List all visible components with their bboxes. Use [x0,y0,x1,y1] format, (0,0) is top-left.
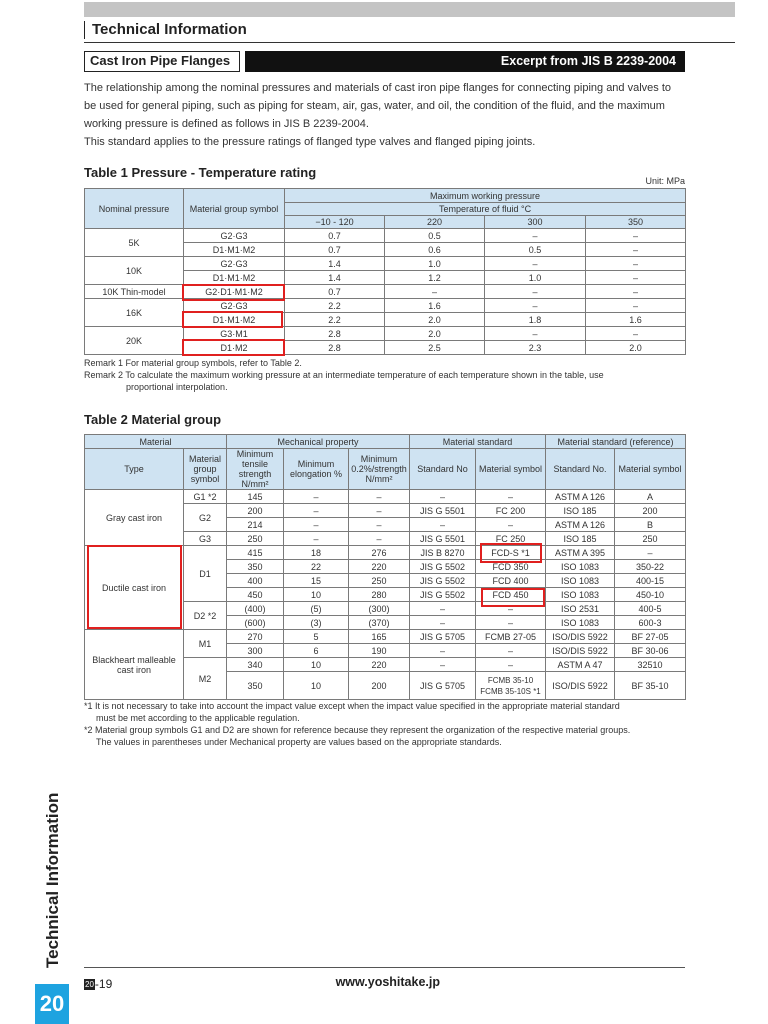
website-link[interactable]: www.yoshitake.jp [335,975,440,989]
cell: – [410,616,476,630]
cell: 600-3 [615,616,686,630]
col-header: Mechanical property [227,435,410,449]
cell: 1.4 [285,271,385,285]
cell: 2.8 [285,341,385,355]
nominal-pressure: 10K [85,257,184,285]
group-symbol: M1 [184,630,227,658]
cell: JIS G 5502 [410,588,476,602]
group-symbol: D2 *2 [184,602,227,630]
material-type: Gray cast iron [85,490,184,546]
cell: ISO/DIS 5922 [546,630,615,644]
cell: – [349,518,410,532]
cell: 0.5 [485,243,586,257]
cell: ISO 1083 [546,574,615,588]
excerpt-banner: Excerpt from JIS B 2239-2004 [245,51,685,72]
col-header: 220 [385,216,485,229]
cell: ISO/DIS 5922 [546,672,615,700]
col-header: Material standard [410,435,546,449]
page-suffix: -19 [94,977,113,991]
cell: 280 [349,588,410,602]
group-symbol: G2·G3 [184,257,285,271]
cell: – [410,644,476,658]
chapter-badge: 20 [35,984,69,1024]
cell: 10 [284,588,349,602]
cell: 1.0 [485,271,586,285]
footer-divider [84,967,685,968]
side-section-label: Technical Information [43,792,62,968]
cell: B [615,518,686,532]
cell: BF 27-05 [615,630,686,644]
group-symbol: D1·M1·M2 [184,243,285,257]
remark: Remark 2 To calculate the maximum working pressure at an intermediate temperature of each temperature shown in the table, use [84,370,604,380]
table-row [85,546,686,560]
cell: ASTM A 126 [546,490,615,504]
cell: – [485,285,586,299]
cell: 415 [227,546,284,560]
col-header: Material symbol [476,449,546,490]
table1-title: Table 1 Pressure - Temperature rating [84,165,317,180]
cell: JIS G 5501 [410,532,476,546]
group-symbol: G2·D1·M1·M2 [184,285,285,299]
cell: JIS B 8270 [410,546,476,560]
cell: ISO 1083 [546,560,615,574]
group-symbol: G3 [184,532,227,546]
cell: FC 200 [476,504,546,518]
group-symbol: G2 [184,504,227,532]
table-row [85,299,686,313]
cell: 10 [284,672,349,700]
col-header: Material group symbol [184,189,285,229]
cell: – [586,229,686,243]
cell: – [410,602,476,616]
cell: 200 [615,504,686,518]
cell: 0.7 [285,243,385,257]
material-group-table [84,434,686,700]
cell: 165 [349,630,410,644]
cell: FCMB 27-05 [476,630,546,644]
col-header: Standard No. [546,449,615,490]
cell: – [485,229,586,243]
col-header: Minimum 0.2%/strength N/mm² [349,449,410,490]
cell: 250 [227,532,284,546]
group-symbol: D1 [184,546,227,602]
table2-footnotes [84,700,684,748]
cell: ISO 185 [546,532,615,546]
cell: – [476,490,546,504]
cell: 400-5 [615,602,686,616]
cell: 1.6 [586,313,686,327]
cell: 200 [227,504,284,518]
cell: – [586,327,686,341]
group-symbol: D1·M2 [184,341,285,355]
cell: (5) [284,602,349,616]
cell: 250 [349,574,410,588]
material-type: Blackheart malleable cast iron [85,630,184,700]
topic-label: Cast Iron Pipe Flanges [84,51,240,72]
cell: FCD 400 [476,574,546,588]
cell: A [615,490,686,504]
table2-title: Table 2 Material group [84,412,222,427]
cell: – [586,257,686,271]
cell: 350 [227,560,284,574]
col-header: Material [85,435,227,449]
cell: 220 [349,658,410,672]
cell: – [485,327,586,341]
table1-remarks [84,357,684,393]
cell: – [349,504,410,518]
cell: – [284,518,349,532]
cell: 6 [284,644,349,658]
cell: 350 [227,672,284,700]
cell: 2.2 [285,313,385,327]
cell: JIS G 5502 [410,574,476,588]
cell: 1.8 [485,313,586,327]
cell: JIS G 5705 [410,630,476,644]
group-symbol: D1·M1·M2 [184,313,285,327]
section-title: Technical Information [84,21,247,39]
cell: – [586,271,686,285]
nominal-pressure: 5K [85,229,184,257]
col-header: 350 [586,216,686,229]
cell: ISO 1083 [546,616,615,630]
cell: 1.2 [385,271,485,285]
cell: 0.7 [285,229,385,243]
cell: 5 [284,630,349,644]
intro-paragraph: This standard applies to the pressure ratings of flanged type valves and flanged piping joints. [84,136,536,148]
cell: 250 [615,532,686,546]
cell: – [410,658,476,672]
col-header: Nominal pressure [85,189,184,229]
cell: (3) [284,616,349,630]
cell: – [476,616,546,630]
cell: – [349,532,410,546]
cell: – [586,243,686,257]
footnote: The values in parentheses under Mechanical property are values based on the appropriate standards. [96,737,502,747]
cell: – [485,257,586,271]
cell: JIS G 5502 [410,560,476,574]
footnote: *1 It is not necessary to take into account the impact value except when the impact value specified in the appropriate material standard [84,701,620,711]
cell: – [476,658,546,672]
col-header: Maximum working pressure [285,189,686,203]
remark: proportional interpolation. [126,382,228,392]
intro-text [84,79,684,151]
nominal-pressure: 10K Thin-model [85,285,184,299]
cell: 450 [227,588,284,602]
cell: 450-10 [615,588,686,602]
cell: 190 [349,644,410,658]
cell: 0.7 [285,285,385,299]
table1-unit: Unit: MPa [645,176,685,186]
cell: 400 [227,574,284,588]
table-row [85,229,686,243]
cell: FC 250 [476,532,546,546]
cell: (400) [227,602,284,616]
cell: – [586,299,686,313]
col-header: −10 - 120 [285,216,385,229]
cell: 350-22 [615,560,686,574]
cell: – [615,546,686,560]
cell: 0.5 [385,229,485,243]
cell: 2.8 [285,327,385,341]
cell: (300) [349,602,410,616]
nominal-pressure: 20K [85,327,184,355]
cell: 214 [227,518,284,532]
cell: 22 [284,560,349,574]
cell: ISO 185 [546,504,615,518]
cell: – [385,285,485,299]
cell: ISO/DIS 5922 [546,644,615,658]
cell: 340 [227,658,284,672]
col-header: Temperature of fluid °C [285,203,686,216]
section-divider [84,42,735,43]
cell: 2.0 [586,341,686,355]
nominal-pressure: 16K [85,299,184,327]
group-symbol: D1·M1·M2 [184,271,285,285]
cell: 400-15 [615,574,686,588]
group-symbol: G2·G3 [184,229,285,243]
cell: 1.4 [285,257,385,271]
cell: ASTM A 395 [546,546,615,560]
cell: ISO 2531 [546,602,615,616]
cell [476,672,546,700]
col-header: Minimum elongation % [284,449,349,490]
col-header: Material standard (reference) [546,435,686,449]
cell: – [476,644,546,658]
cell: JIS G 5501 [410,504,476,518]
cell: FCD 350 [476,560,546,574]
cell: ISO 1083 [546,588,615,602]
intro-paragraph: The relationship among the nominal pressures and materials of cast iron pipe flanges for connecting piping and valves to be used for general piping, such as piping for steam, air, gas, water, and oil, the condition of the fluid, and the maximum working pressure is defined as follows in JIS B 2239-2004. [84,82,672,130]
cell: 276 [349,546,410,560]
cell: 18 [284,546,349,560]
group-symbol: G1 *2 [184,490,227,504]
col-header: Material group symbol [184,449,227,490]
cell: 1.6 [385,299,485,313]
table-row [85,327,686,341]
footnote: *2 Material group symbols G1 and D2 are shown for reference because they represent the organization of the respective material groups. [84,725,631,735]
cell: – [284,504,349,518]
page-number [84,977,112,991]
cell: – [410,490,476,504]
cell: 270 [227,630,284,644]
col-header: 300 [485,216,586,229]
cell: ASTM A 47 [546,658,615,672]
table-row [85,490,686,504]
cell: – [410,518,476,532]
group-symbol: G3·M1 [184,327,285,341]
cell: 2.3 [485,341,586,355]
cell: 2.0 [385,313,485,327]
cell: FCD 450 [476,588,546,602]
material-type: Ductile cast iron [85,546,184,630]
cell: FCD-S *1 [476,546,546,560]
cell: 220 [349,560,410,574]
cell: 2.2 [285,299,385,313]
cell: 145 [227,490,284,504]
col-header: Minimum tensile strength N/mm² [227,449,284,490]
cell: JIS G 5705 [410,672,476,700]
chapter-chip: 20 [85,980,94,989]
cell: – [284,532,349,546]
col-header: Type [85,449,184,490]
col-header: Standard No [410,449,476,490]
cell: – [284,490,349,504]
table-row [85,285,686,299]
cell: ASTM A 126 [546,518,615,532]
cell: 200 [349,672,410,700]
cell: 32510 [615,658,686,672]
cell: – [349,490,410,504]
cell: – [586,285,686,299]
footnote: must be met according to the applicable regulation. [96,713,300,723]
table-row [85,630,686,644]
header-bar [84,2,735,17]
cell: 1.0 [385,257,485,271]
col-header: Material symbol [615,449,686,490]
material-symbol: FCMB 35-10S *1 [480,686,541,696]
cell: (370) [349,616,410,630]
cell: BF 30-06 [615,644,686,658]
group-symbol: M2 [184,658,227,700]
cell: 2.5 [385,341,485,355]
cell: 15 [284,574,349,588]
cell: – [476,602,546,616]
remark: Remark 1 For material group symbols, refer to Table 2. [84,358,302,368]
cell: (600) [227,616,284,630]
material-symbol: FCMB 35-10 [487,675,534,685]
cell: – [476,518,546,532]
cell: 2.0 [385,327,485,341]
cell: 10 [284,658,349,672]
cell: 0.6 [385,243,485,257]
cell: – [485,299,586,313]
table-row [85,257,686,271]
cell: BF 35-10 [615,672,686,700]
cell: 300 [227,644,284,658]
group-symbol: G2·G3 [184,299,285,313]
pressure-temperature-table [84,188,686,355]
